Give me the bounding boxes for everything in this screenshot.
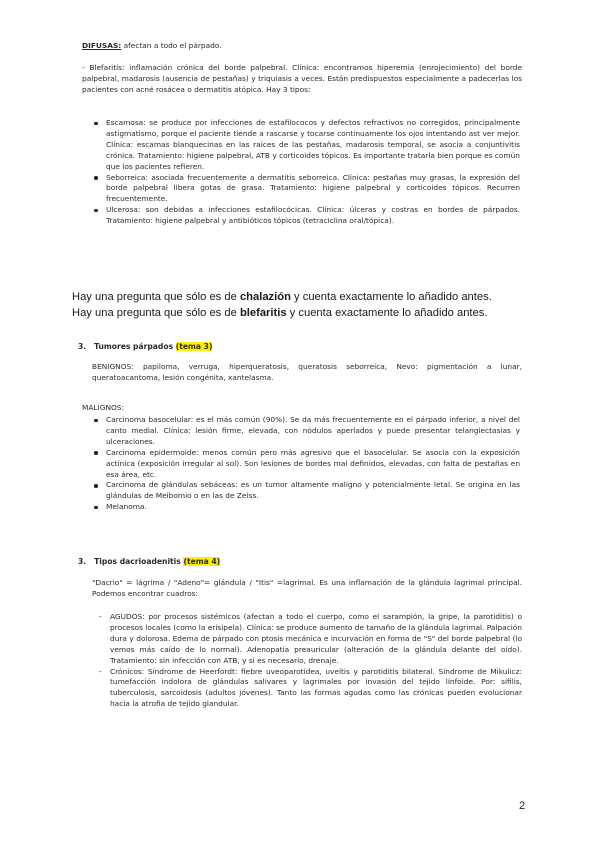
list-item: - Crónicos: Síndrome de Heerfordt: fiebre uveoparotídea, uveítis y parotiditis bilateral. Síndrome de Mikulicz: tumefacción indolora de glándulas salivares y lagrimales por invasión del tejido linfoide. Por: sífilis, tuberculosis, sarcoidosis (adultos jóvenes). Tanto las formas agudas como las crónicas pueden evolucionar hacia la atrofia de tejido glandular. [94, 667, 522, 711]
difusas-text: afectan a todo el párpado. [121, 41, 222, 50]
difusas-label: DIFUSAS: [82, 41, 122, 50]
list-item: Melanoma. [88, 502, 520, 513]
dacrioadenitis-intro: "Dacrio" = lágrima / "Adeno"= glándula / "Itis" =lagrimal. Es una inflamación de la glándula lagrimal principal. Podemos encontrar cuadros: [92, 578, 522, 598]
dacrioadenitis-list [94, 612, 522, 710]
list-item: Carcinoma epidermoide: menos común pero más agresivo que el basocelular. Se asocia con la exposición actínica (exposición irregular al sol). Son lesiones de bordes mal definidos, elevadas, con falta de pestañas en esa área, etc. [88, 448, 520, 481]
difusas-heading [82, 41, 522, 52]
section-heading-tumores: 3. Tumores párpados (tema 3) [78, 342, 213, 351]
list-item: Carcinoma de glándulas sebáceas: es un tumor altamente maligno y potencialmente letal. Se origina en las glándulas de Meibomio o en las de Zeiss. [88, 480, 520, 502]
list-item: Escamosa: se produce por infecciones de estafilococos y defectos refractivos no corregidos, principalmente astigmatismo, porque el paciente tiende a rascarse y tocarse continuamente los ojos intentando ast ver mejor. Clínica: escamas blanquecinas en las raíces de las pestañas, madarosis temporal, se asocia a conjuntivitis crónica. Tratamiento: higiene palpebral, ATB y corticoides tópicos. Es importante tratarla bien porque es común que los pacientes refieren. [88, 118, 520, 173]
list-item: Ulcerosa: son debidas a infecciones estafilocócicas. Clínica: úlceras y costras en bordes de párpados. Tratamiento: higiene palpebral y antibióticos tópicos (tetraciclina oral/tópica). [88, 205, 520, 227]
section-heading-dacrioadenitis: 3. Tipos dacrioadenitis (tema 4) [78, 557, 221, 566]
note-blefaritis: Hay una pregunta que sólo es de blefaritis y cuenta exactamente lo añadido antes. [72, 307, 488, 319]
page-number: 2 [519, 800, 526, 812]
list-item: - AGUDOS: por procesos sistémicos (afectan a todo el cuerpo, como el sarampión, la gripe, la parotiditis) o procesos locales (como la erisipela). Clínica: se produce aumento de tamaño de la glándula lagrimal. Palpación dura y dolorosa. Edema de párpado con ptosis mecánica e incurvación en forma de "S" del borde palpebral (lo vemos más caído de lo normal). Adenopatía preauricular (alteración de la glándula delante del oído). Tratamiento: sin infección con ATB, y si es necesario, drenaje. [94, 612, 522, 667]
highlight-tag: (tema 3) [175, 342, 213, 351]
list-item: Seborreica: asociada frecuentemente a dermatitis seborreica. Clínica: pestañas muy grasas, la expresión del borde palpebral libera gotas de grasa. Tratamiento: higiene palpebral y corticoides tópicos. Recurren frecuentemente. [88, 173, 520, 206]
blefaritis-types-list [88, 118, 520, 227]
malignos-label: MALIGNOS: [82, 403, 124, 412]
benignos-paragraph: BENIGNOS: papiloma, verruga, hiperqueratosis, queratosis seborreica, Nevo: pigmentación a lunar, queratoacantoma, lesión congénita, xantelasma. [92, 362, 522, 382]
note-chalazion: Hay una pregunta que sólo es de chalazión y cuenta exactamente lo añadido antes. [72, 291, 492, 303]
highlight-tag: (tema 4) [183, 557, 221, 566]
blefaritis-intro: - Blefaritis: inflamación crónica del borde palpebral. Clínica: encontramos hiperemia (enrojecimiento) del borde palpebral, madarosis (ausencia de pestañas) y triquiasis a veces. Están predispuestos especialmente a padecerlas los pacientes con acné rosácea o dermatitis atópica. Hay 3 tipos: [82, 63, 522, 94]
malignos-list [88, 415, 520, 513]
list-item: Carcinoma basocelular: es el más común (90%). Se da más frecuentemente en el párpado inferior, a nivel del canto medial. Clínica: lesión firme, elevada, con nódulos aperlados y puede presentar telangiectasias y ulceraciones. [88, 415, 520, 448]
